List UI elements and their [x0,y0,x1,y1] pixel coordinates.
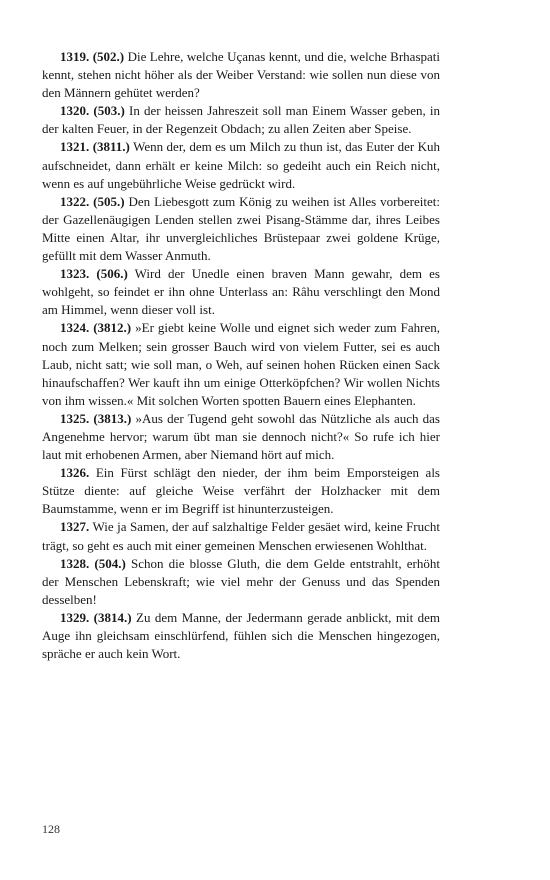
entry-1325 [42,410,440,464]
entry-text: Wird der Unedle einen braven Mann gewahr, dem es wohlgeht, so feindet er ihn ohne Unterlass an: Râhu verschlingt den Mond am Himmel, wenn dieser voll ist. [42,266,440,318]
entry-text: Den Liebesgott zum König zu weihen ist Alles vorbereitet: der Gazellenäugigen Lenden stellen zwei Pisang-Stämme dar, ihres Leibes Mitte einen Altar, ihr unvergleichliches Brüstepaar zwei goldene Krüge, gefüllt mit dem Wasser Anmuth. [42,193,440,264]
entry-text: »Aus der Tugend geht sowohl das Nützliche als auch das Angenehme hervor; warum übt man sie dennoch nicht?« So rufe ich hier laut mit erhobenen Armen, aber Niemand hört auf mich. [42,410,440,463]
entry-text: In der heissen Jahreszeit soll man Einem Wasser geben, in der kalten Feuer, in der Regenzeit Obdach; zu allen Zeiten aber Speise. [42,103,440,137]
entry-number: 1324. (3812.) [60,320,132,336]
entry-1323 [42,265,440,319]
entry-number: 1329. (3814.) [60,609,132,625]
page-number: 128 [42,822,60,836]
entry-text: »Er giebt keine Wolle und eignet sich weder zum Fahren, noch zum Melken; sein grosser Bauch wird von vielem Futter, sei es auch Laub, nicht satt; wie soll man, o Weh, auf seinen hohen Rücken einen Sack hinaufschaffen? Wer kauft ihn um einige Otterköpfchen? Wir wollen Nichts von ihm wissen.« Mit solchen Worten spotten Bauern eines Elephanten. [42,320,440,408]
entry-number: 1328. (504.) [60,555,126,571]
entry-text: Die Lehre, welche Uçanas kennt, und die, welche Brhaspati kennt, stehen nicht höher als der Weiber Verstand: wie sollen nun diese von den Männern gehütet werden? [42,49,440,101]
entry-1324 [42,319,440,409]
entry-text: Schon die blosse Gluth, die dem Gelde entstrahlt, erhöht der Menschen Lebenskraft; wie viel mehr der Genuss und das Spenden desselben! [42,555,441,607]
entry-text: Wie ja Samen, der auf salzhaltige Felder gesäet wird, keine Frucht trägt, so geht es auch mit einer gemeinen Menschen erwiesenen Wohlthat. [42,519,441,553]
entry-number: 1325. (3813.) [60,410,132,426]
entry-number: 1326. [60,465,90,481]
entry-1329 [42,609,440,663]
entry-1322 [42,193,440,265]
entry-1321 [42,138,440,192]
entry-text: Wenn der, dem es um Milch zu thun ist, das Euter der Kuh aufschneidet, dann erhält er keine Milch: so gedeiht auch ein Reich nicht, wenn es auf ungebührliche Weise gedrückt wird. [42,139,440,191]
entry-1327 [42,518,440,554]
entry-text: Zu dem Manne, der Jedermann gerade anblickt, mit dem Auge ihn gleichsam einschlürfend, fühlen sich die Menschen hingezogen, spräche er auch kein Wort. [42,609,440,662]
entry-text: Ein Fürst schlägt den nieder, der ihm beim Emporsteigen als Stütze diente: auf gleiche Weise verfährt der Holzhacker mit dem Baumstamme, wenn er im Begriff ist hinunterzusteigen. [42,465,440,517]
entry-number: 1319. (502.) [60,49,125,64]
entry-number: 1327. [60,519,90,535]
entry-1320 [42,102,440,138]
entry-1326 [42,464,440,518]
entry-number: 1323. (506.) [60,266,128,282]
entry-number: 1322. (505.) [60,193,125,209]
entry-number: 1320. (503.) [60,103,125,119]
entry-1319 [42,48,440,102]
entry-number: 1321. (3811.) [60,139,130,155]
entry-1328 [42,555,440,609]
page-body [42,48,440,663]
